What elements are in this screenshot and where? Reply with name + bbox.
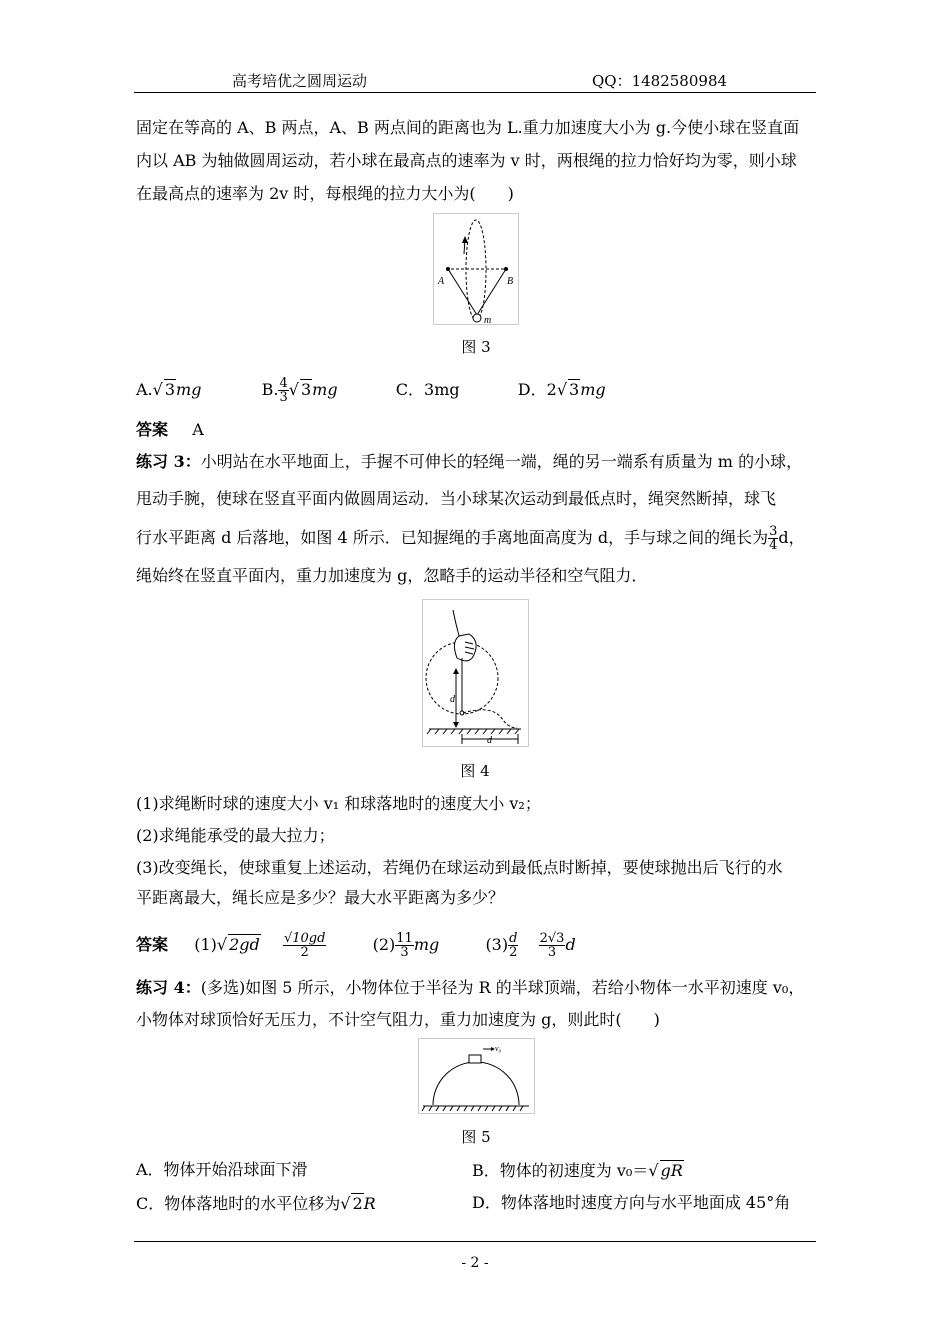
exercise3-q2: (2)求绳能承受的最大拉力；: [136, 826, 335, 845]
option-d: D．2√ 3mg: [517, 380, 606, 399]
page-header: [134, 70, 816, 92]
figure-5-caption: 图 5: [461, 1128, 491, 1146]
answer-label: 答案: [136, 420, 169, 439]
option-c: C．3mg: [395, 380, 460, 399]
exercise4-option-c: C．物体落地时的水平位移为√ 2R: [136, 1194, 376, 1213]
figure-5-drawing: [419, 1039, 534, 1113]
answer-2: (2) $\frac{11}{3}$ mg: [372, 931, 440, 960]
figure-3-caption: 图 3: [461, 338, 491, 356]
figure-5: [418, 1038, 535, 1114]
exercise4-option-d: D．物体落地时速度方向与水平地面成 45°角: [472, 1193, 791, 1212]
exercise4-option-a: A．物体开始沿球面下滑: [136, 1160, 308, 1179]
exercise3-line4: 绳始终在竖直平面内，重力加速度为 g，忽略手的运动半径和空气阻力．: [136, 566, 648, 585]
figure-3-drawing: [434, 214, 518, 324]
figure-4-caption: 图 4: [460, 762, 490, 780]
exercise3-label: 练习 3：: [136, 452, 201, 471]
exercise3-q1: (1)求绳断时球的速度大小 v₁ 和球落地时的速度大小 v₂；: [136, 794, 541, 813]
figure-4-label-d-horizontal: d: [487, 735, 492, 746]
exercise3-line2: 甩动手腕，使球在竖直平面内做圆周运动．当小球某次运动到最低点时，绳突然断掉，球飞: [136, 489, 777, 508]
header-rule: [134, 92, 816, 93]
answer-label: 答案: [136, 935, 169, 954]
answer-1: (1)√ 2gd: [194, 935, 260, 954]
exercise3-answer: [136, 932, 576, 959]
problem2-options: [136, 377, 606, 404]
exercise3-q3b: 平距离最大，绳长应是多少？最大水平距离为多少？: [136, 888, 505, 907]
exercise4-option-b: B．物体的初速度为 v₀＝√ gR: [472, 1161, 683, 1180]
exercise3-line3: 行水平距离 d 后落地，如图 4 所示．已知握绳的手离地面高度为 d，手与球之间的绳长为 $\frac{3}{4}$ d，: [136, 524, 805, 553]
answer-value: A: [192, 420, 204, 439]
figure-5-label-v0: v₀: [495, 1044, 502, 1053]
answer-1b: $\frac{√10gd}{2}$: [283, 931, 326, 960]
exercise4-line2: 小物体对球顶恰好无压力，不计空气阻力，重力加速度为 g，则此时( ): [136, 1010, 660, 1029]
header-contact: QQ：1482580984: [592, 72, 728, 90]
figure-3: [433, 213, 519, 325]
answer-3: (3) $\frac{d}{2}$ $\frac{2√3}{3}$ d: [485, 931, 576, 960]
figure-4: [422, 599, 529, 747]
exercise3-line1: 练习 3：小明站在水平地面上，手握不可伸长的轻绳一端，绳的另一端系有质量为 m 的小球，: [136, 452, 803, 471]
exercise4-label: 练习 4：: [136, 978, 201, 997]
figure-3-label-m: m: [484, 315, 492, 324]
figure-3-label-a: A: [438, 276, 445, 287]
exercise3-q3a: (3)改变绳长，使球重复上述运动，若绳仍在球运动到最低点时断掉，要使球抛出后飞行的水: [136, 858, 783, 877]
problem2-answer: [136, 420, 204, 440]
header-title: 高考培优之圆周运动: [232, 72, 368, 90]
figure-4-drawing: [423, 600, 528, 746]
problem2-line1: 固定在等高的 A、B 两点，A、B 两点间的距离也为 L.重力加速度大小为 g.今使小球在竖直面: [136, 118, 800, 137]
problem2-line2: 内以 AB 为轴做圆周运动，若小球在最高点的速率为 v 时，两根绳的拉力恰好均为零，则小球: [136, 151, 797, 170]
footer-rule: [134, 1241, 816, 1242]
figure-4-label-d-vertical: d: [450, 694, 455, 705]
option-b: B. $\frac{4}{3}$ √ 3mg: [261, 376, 338, 405]
page-number: - 2 -: [461, 1255, 489, 1271]
figure-3-label-b: B: [507, 276, 514, 287]
option-a: A.√ 3mg: [136, 380, 202, 399]
exercise4-line1: 练习 4：(多选)如图 5 所示，小物体位于半径为 R 的半球顶端，若给小物体一水平初速度 v₀，: [136, 978, 805, 997]
problem2-line3: 在最高点的速率为 2v 时，每根绳的拉力大小为( ): [136, 184, 514, 203]
